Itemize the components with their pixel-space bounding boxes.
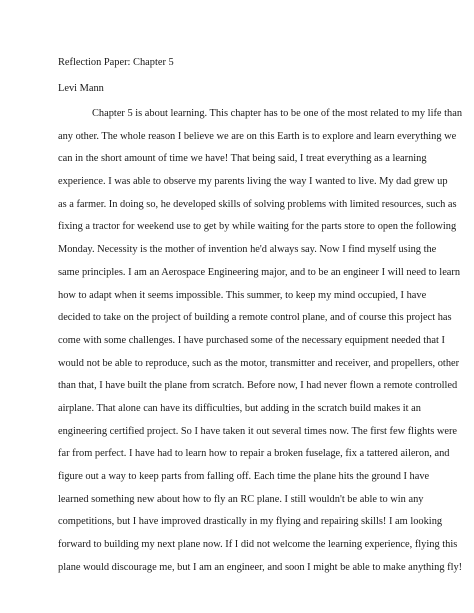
paragraph-line: as a farmer. In doing so, he developed skills of solving problems with limited resources, such as bbox=[58, 198, 457, 210]
paragraph-line: Chapter 5 is about learning. This chapter has to be one of the most related to my life than bbox=[92, 108, 463, 119]
paragraph-line: fixing a tractor for weekend use to get by while waiting for the parts store to open the following bbox=[58, 221, 457, 233]
paragraph-line: competitions, but I have improved drastically in my flying and repairing skills! I am looking bbox=[58, 516, 443, 528]
paragraph-line: figure out a way to keep parts from falling off. Each time the plane hits the ground I have bbox=[58, 471, 430, 482]
paragraph-line: learned something new about how to fly an RC plane. I still wouldn't be able to win any bbox=[58, 493, 424, 505]
paragraph-line: Monday. Necessity is the mother of invention he'd always say. Now I find myself using the bbox=[58, 244, 437, 256]
paragraph-line: any other. The whole reason I believe we are on this Earth is to explore and learn everything we bbox=[58, 130, 457, 142]
paragraph-line: than that, I have built the plane from scratch. Before now, I had never flown a remote controlled bbox=[58, 380, 458, 392]
document-title: Reflection Paper: Chapter 5 bbox=[58, 57, 174, 68]
paragraph-line: how to adapt when it seems impossible. This summer, to keep my mind occupied, I have bbox=[58, 289, 427, 301]
paragraph-line: experience. I was able to observe my parents living the way I wanted to live. My dad grew up bbox=[58, 176, 448, 188]
paragraph-line: same principles. I am an Aerospace Engineering major, and to be an engineer I will need to learn bbox=[58, 266, 461, 278]
author-name: Levi Mann bbox=[58, 83, 104, 94]
paragraph-line: come with some challenges. I have purchased some of the necessary equipment needed that I bbox=[58, 334, 445, 346]
paragraph-line: plane would discourage me, but I am an engineer, and soon I might be able to make anything fly! bbox=[58, 561, 463, 573]
paragraph-line: would not be able to reproduce, such as the motor, transmitter and receiver, and propellers, other bbox=[58, 357, 460, 369]
paragraph-line: far from perfect. I have had to learn how to repair a broken fuselage, fix a tattered aileron, and bbox=[58, 448, 450, 460]
paragraph-line: forward to building my next plane now. If I did not welcome the learning experience, flying this bbox=[58, 539, 458, 551]
document-body bbox=[58, 52, 463, 579]
paragraph-line: airplane. That alone can have its difficulties, but adding in the scratch build makes it an bbox=[58, 402, 421, 414]
paragraph-line: can in the short amount of time we have! That being said, I treat everything as a learning bbox=[58, 153, 427, 165]
paragraph-line: engineering certified project. So I have taken it out several times now. The first few flights were bbox=[58, 425, 458, 437]
paragraph-line: decided to take on the project of building a remote control plane, and of course this project has bbox=[58, 312, 452, 324]
paragraph bbox=[58, 103, 463, 579]
